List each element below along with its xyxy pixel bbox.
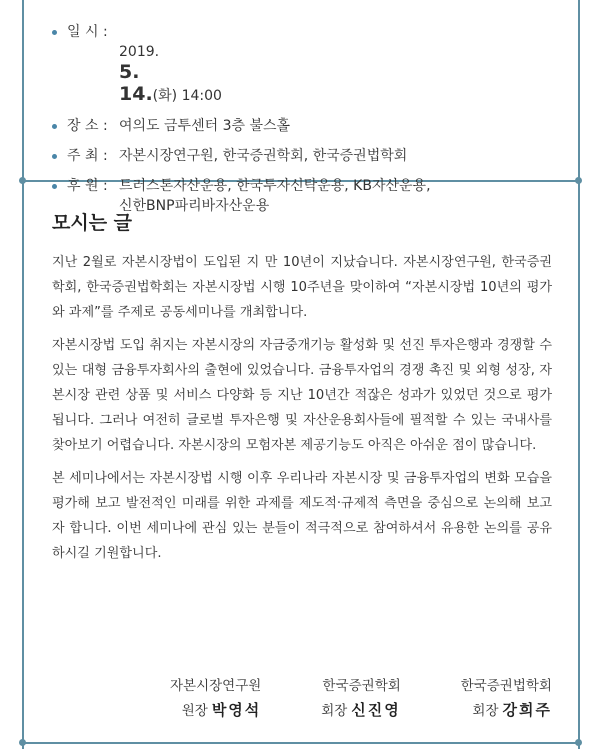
info-label: 주 최 :: [67, 148, 108, 164]
bullet-icon: [52, 124, 57, 129]
date-day: 14.: [119, 83, 153, 105]
date-year: 2019.: [119, 44, 160, 60]
event-info-list: [50, 22, 431, 226]
signers: [170, 674, 552, 723]
info-label: 장 소 :: [67, 118, 108, 134]
info-item-venue: [50, 116, 431, 136]
frame-right-line: [578, 0, 580, 749]
signer-line: [321, 698, 401, 723]
bullet-icon: [52, 30, 57, 35]
bottom-line: [22, 742, 580, 744]
bullet-icon: [52, 154, 57, 159]
signer-name: 박영석: [211, 701, 262, 719]
signer-org: 한국증권학회: [322, 678, 401, 694]
info-item-date: [50, 22, 431, 106]
corner-dot: [19, 177, 26, 184]
date-month: 5.: [119, 61, 140, 83]
corner-dot: [19, 739, 26, 746]
signer-org: 자본시장연구원: [170, 678, 262, 694]
paragraph: 자본시장법 도입 취지는 자본시장의 자금중개기능 활성화 및 선진 투자은행과 경쟁할 수 있는 대형 금융투자회사의 출현에 있었습니다. 금융투자업의 경쟁 촉진 및 외형 성장, 자본시장 관련 상품 및 서비스 다양화 등 지난 10년간 적잖은 성과가 있었던 것으로 평가됩니다. 그러나 여전히 글로벌 투자은행 및 자산운용회사들에 필적할 수 있는 국내사를 찾아보기 어렵습니다. 자본시장의 모험자본 제공기능도 아직은 아쉬운 점이 많습니다.: [52, 338, 552, 453]
signer-title: 회장: [321, 703, 348, 719]
signer-line: [170, 698, 261, 723]
signer-line: [461, 698, 552, 723]
signer: [170, 674, 261, 723]
greeting-body: [52, 250, 552, 574]
info-value: 자본시장연구원, 한국증권학회, 한국증권법학회: [119, 148, 408, 164]
date-weekday-time: (화) 14:00: [152, 88, 222, 104]
corner-dot: [575, 739, 582, 746]
signer-title: 원장: [181, 703, 208, 719]
bullet-icon: [52, 184, 57, 189]
signer: [321, 674, 401, 723]
info-value: [119, 22, 222, 106]
info-value: 트러스톤자산운용, 한국투자신탁운용, KB자산운용, 신한BNP파리바자산운용: [119, 178, 431, 214]
frame-left-line: [22, 0, 24, 749]
info-label: 후 원 :: [67, 178, 108, 194]
info-item-host: [50, 146, 431, 166]
section-title: 모시는 글: [52, 212, 133, 234]
corner-dot: [575, 177, 582, 184]
signer-title: 회장: [472, 703, 499, 719]
signer-org: 한국증권법학회: [460, 678, 552, 694]
info-value: 여의도 금투센터 3층 불스홀: [119, 118, 291, 134]
info-label: 일 시 :: [67, 24, 108, 40]
signer-name: 신진영: [351, 701, 401, 719]
paragraph: 본 세미나에서는 자본시장법 시행 이후 우리나라 자본시장 및 금융투자업의 변화 모습을 평가해 보고 발전적인 미래를 위한 과제를 제도적·규제적 측면을 중심으로 논의해 보고자 합니다. 이번 세미나에 관심 있는 분들이 적극적으로 참여하셔서 유용한 논의를 공유하시길 기원합니다.: [52, 471, 552, 561]
paragraph: 지난 2월로 자본시장법이 도입된 지 만 10년이 지났습니다. 자본시장연구원, 한국증권학회, 한국증권법학회는 자본시장법 시행 10주년을 맞이하여 “자본시장법 10년의 평가와 과제”를 주제로 공동세미나를 개최합니다.: [52, 255, 552, 320]
signer-name: 강희주: [502, 701, 552, 719]
signer: [461, 674, 552, 723]
